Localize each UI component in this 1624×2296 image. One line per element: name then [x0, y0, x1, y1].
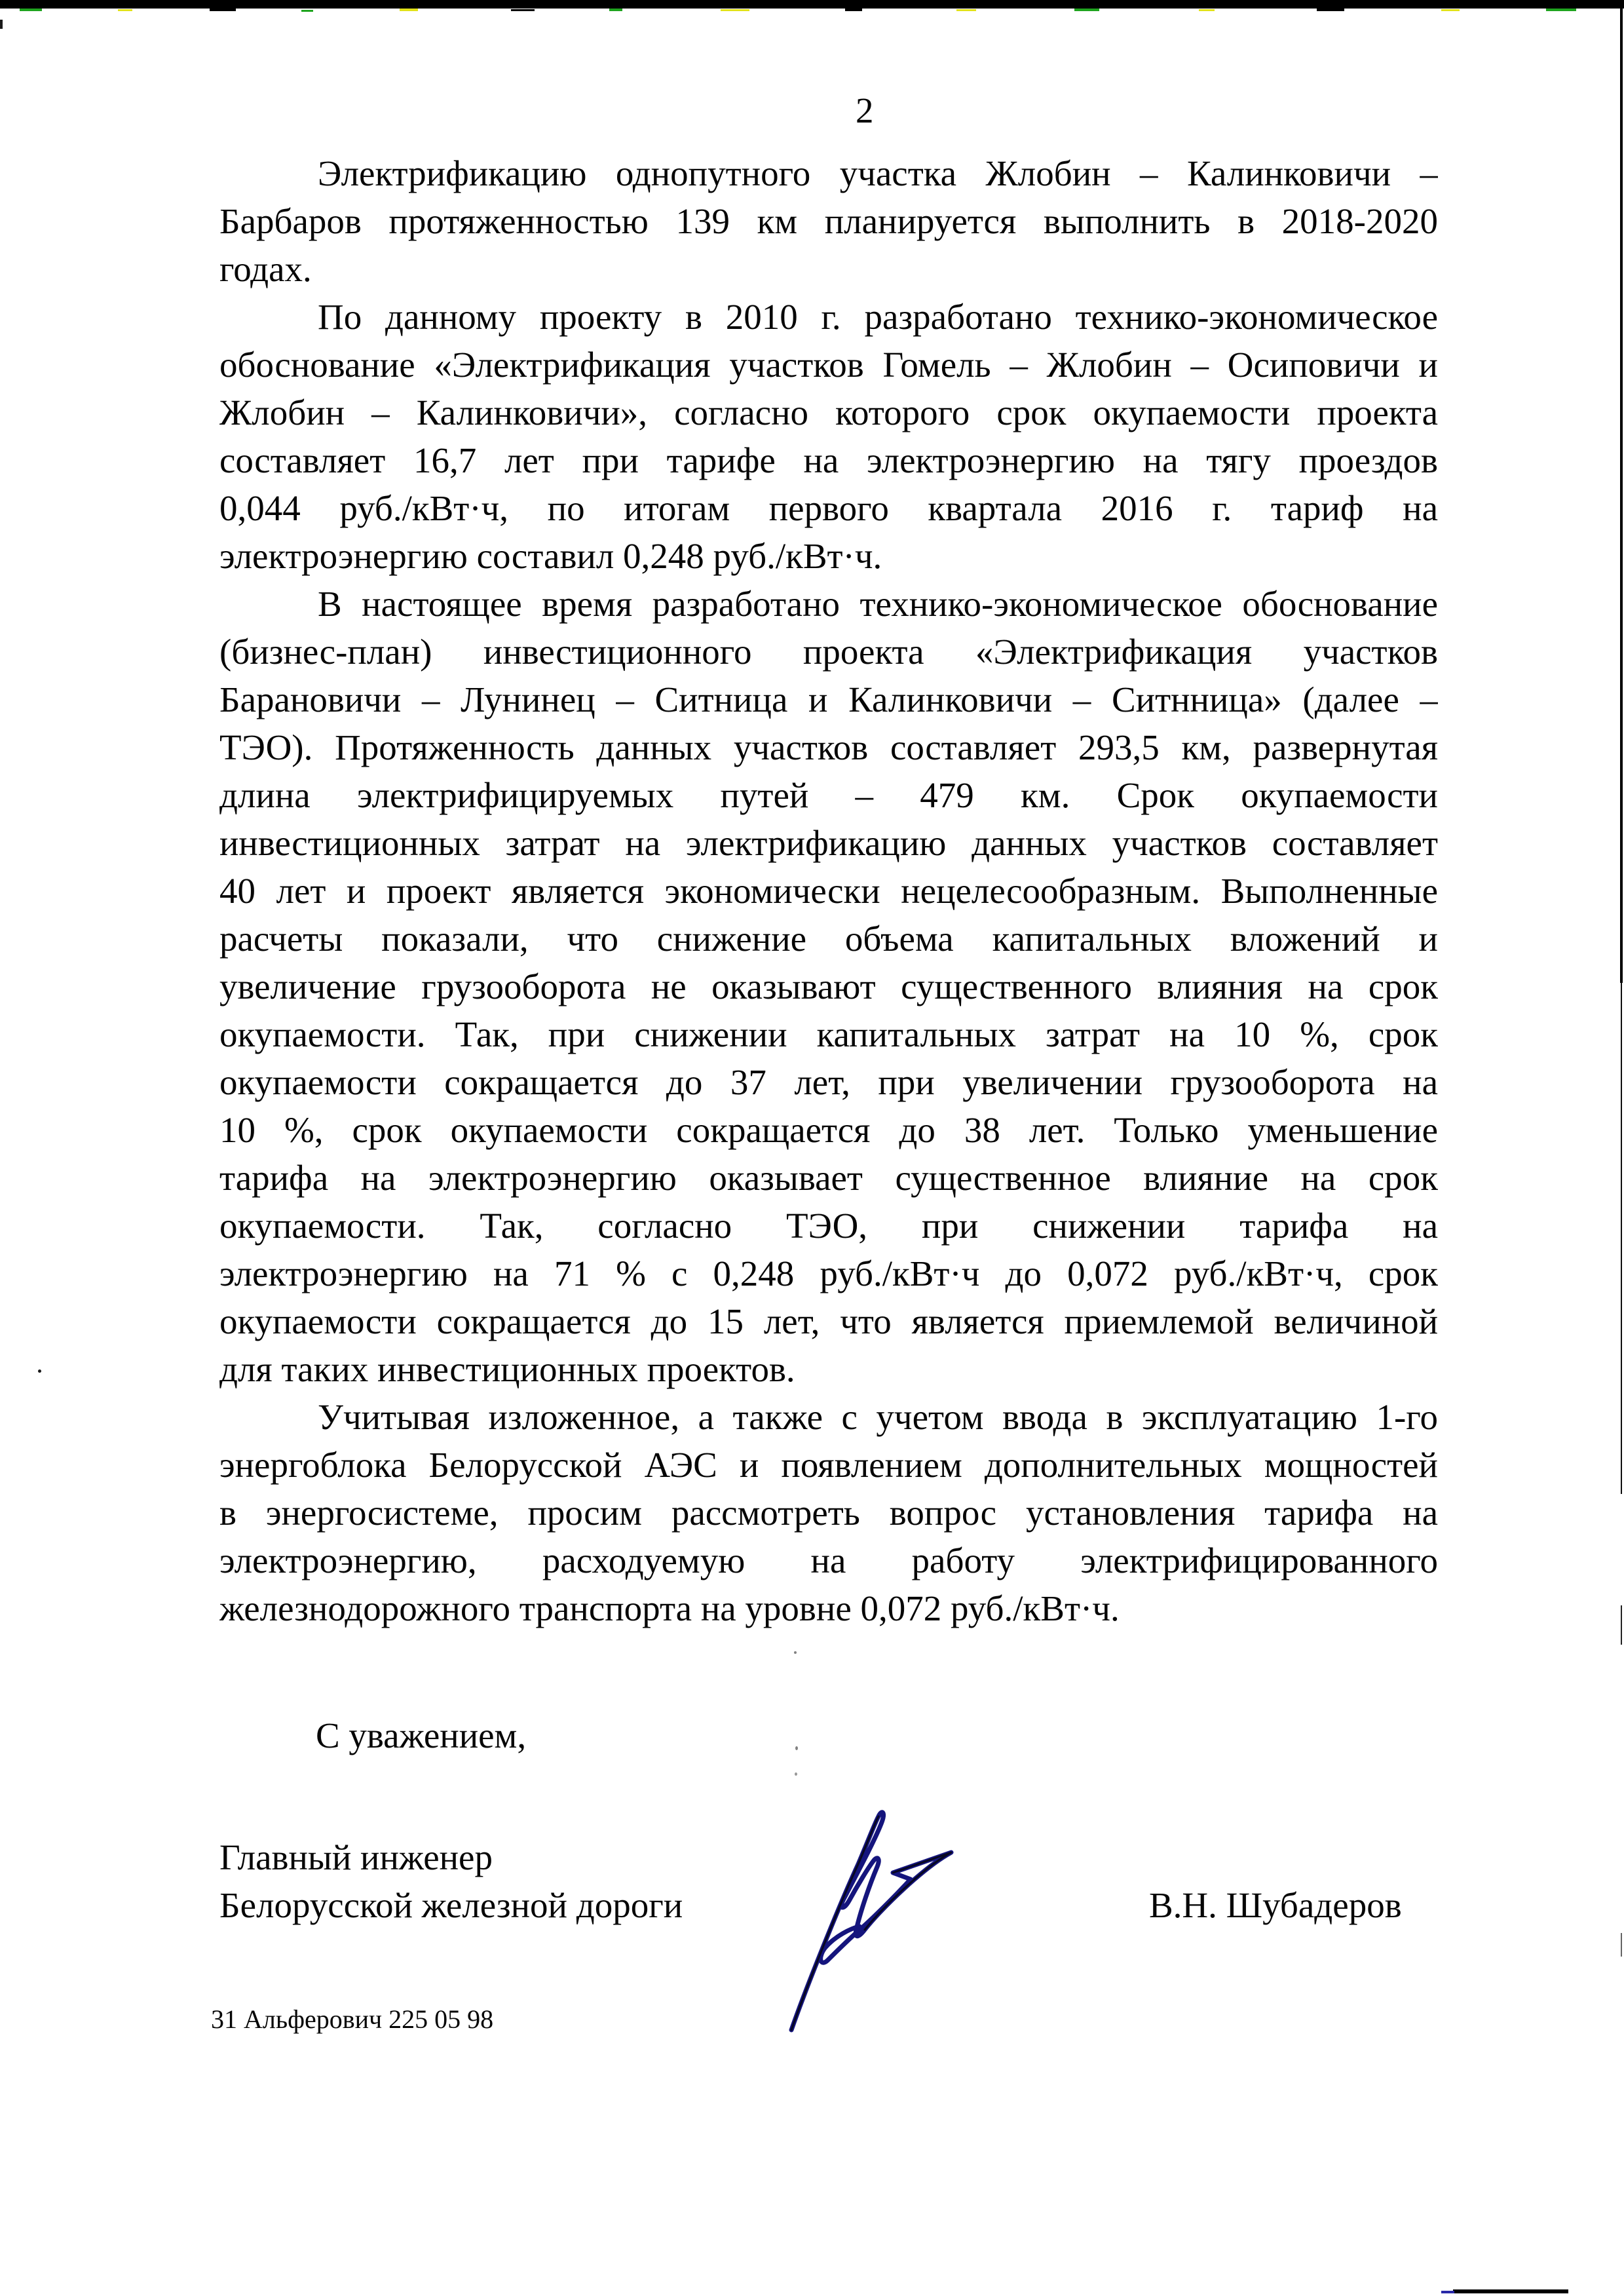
text-line: ТЭО). Протяженность данных участков составляет 293,5 км, развернутая	[219, 727, 1438, 767]
scan-right-edge-line	[1620, 0, 1623, 983]
scan-bottom-line-ink	[1441, 2291, 1454, 2293]
signature-ink	[740, 1779, 1002, 2054]
text-line: электроэнергию, расходуемую на работу электрифицированного	[219, 1540, 1438, 1580]
footer-reference: 31 Альферович 225 05 98	[211, 2004, 494, 2034]
text-line: энергоблока Белорусской АЭС и появлением дополнительных мощностей	[219, 1445, 1438, 1485]
scan-noise-speck	[20, 9, 42, 11]
text-line: В настоящее время разработано технико-экономическое обоснование	[318, 584, 1438, 624]
text-line: для таких инвестиционных проектов.	[219, 1349, 795, 1389]
text-line: окупаемости. Так, согласно ТЭО, при снижении тарифа на	[219, 1206, 1438, 1246]
text-line: длина электрифицируемых путей – 479 км. Срок окупаемости	[219, 775, 1438, 815]
text-line: Жлобин – Калинковичи», согласно которого срок окупаемости проекта	[219, 392, 1438, 432]
text-line: обоснование «Электрификация участков Гомель – Жлобин – Осиповичи и	[219, 345, 1438, 385]
text-line: Барановичи – Лунинец – Ситница и Калинковичи – Ситнница» (далее –	[219, 679, 1438, 719]
body-text	[219, 149, 1438, 1632]
scan-dust-dot	[795, 1746, 798, 1750]
text-line: 40 лет и проект является экономически нецелесообразным. Выполненные	[219, 871, 1438, 911]
text-line: 0,044 руб./кВт·ч, по итогам первого квартала 2016 г. тариф на	[219, 488, 1438, 528]
paragraph	[219, 1393, 1438, 1632]
scan-noise-speck	[1074, 9, 1099, 11]
text-line: годах.	[219, 249, 312, 289]
text-line: увеличение грузооборота не оказывают существенного влияния на срок	[219, 966, 1438, 1006]
paragraph	[219, 149, 1438, 293]
page-number: 2	[856, 90, 874, 130]
scan-bottom-line	[1453, 2289, 1568, 2293]
signer-name: В.Н. Шубадеров	[1149, 1885, 1402, 1925]
scan-dust-dot	[794, 1651, 797, 1654]
scan-dust-dot	[0, 20, 3, 29]
text-line: расчеты показали, что снижение объема капитальных вложений и	[219, 919, 1438, 959]
scan-noise-speck	[1317, 9, 1344, 11]
signer-position	[219, 1833, 683, 1929]
text-line: электроэнергию составил 0,248 руб./кВт·ч.	[219, 536, 882, 576]
scan-top-bar	[0, 0, 1624, 9]
text-line: Электрификацию однопутного участка Жлобин – Калинковичи –	[318, 153, 1438, 193]
text-line: окупаемости сокращается до 37 лет, при увеличении грузооборота на	[219, 1062, 1438, 1102]
text-line: в энергосистеме, просим рассмотреть вопрос установления тарифа на	[219, 1493, 1438, 1533]
text-line: окупаемости. Так, при снижении капитальных затрат на 10 %, срок	[219, 1014, 1438, 1054]
scan-noise-speck	[118, 9, 132, 11]
scan-noise-speck	[511, 9, 535, 11]
signer-position-line-2: Белорусской железной дороги	[219, 1885, 683, 1925]
scan-noise-speck	[845, 9, 862, 11]
text-line: железнодорожного транспорта на уровне 0,072 руб./кВт·ч.	[219, 1588, 1120, 1628]
scan-dust-dot	[38, 1369, 41, 1373]
scan-dust-dot	[795, 1772, 797, 1776]
text-line: Барбаров протяженностью 139 км планируется выполнить в 2018-2020	[219, 201, 1438, 241]
text-line: тарифа на электроэнергию оказывает существенное влияние на срок	[219, 1158, 1438, 1198]
paragraph	[219, 293, 1438, 580]
text-line: инвестиционных затрат на электрификацию данных участков составляет	[219, 823, 1438, 863]
text-line: 10 %, срок окупаемости сокращается до 38 лет. Только уменьшение	[219, 1110, 1438, 1150]
scan-noise-speck	[301, 10, 313, 12]
scan-noise-speck	[400, 9, 418, 11]
scan-noise-speck	[1199, 9, 1215, 11]
scan-noise-speck	[1441, 9, 1460, 11]
scan-noise-speck	[609, 9, 622, 11]
text-line: электроэнергию на 71 % с 0,248 руб./кВт·ч до 0,072 руб./кВт·ч, срок	[219, 1253, 1438, 1293]
paragraph	[219, 580, 1438, 1393]
scan-noise-speck	[956, 9, 976, 11]
scan-right-edge-line	[1621, 983, 1622, 1494]
signer-position-line-1: Главный инженер	[219, 1837, 493, 1877]
scan-right-edge-dash	[1621, 1605, 1622, 1645]
scan-noise-speck	[210, 9, 236, 11]
text-line: окупаемости сокращается до 15 лет, что является приемлемой величиной	[219, 1301, 1438, 1341]
scan-noise-speck	[1546, 9, 1576, 11]
text-line: Учитывая изложенное, а также с учетом ввода в эксплуатацию 1-го	[318, 1397, 1438, 1437]
text-line: (бизнес-план) инвестиционного проекта «Электрификация участков	[219, 632, 1438, 672]
text-line: составляет 16,7 лет при тарифе на электроэнергию на тягу проездов	[219, 440, 1438, 480]
text-line: По данному проекту в 2010 г. разработано технико-экономическое	[318, 297, 1438, 337]
scan-noise-speck	[721, 9, 749, 11]
closing-salutation: С уважением,	[316, 1715, 527, 1755]
scan-right-edge-dash	[1621, 1933, 1622, 1957]
